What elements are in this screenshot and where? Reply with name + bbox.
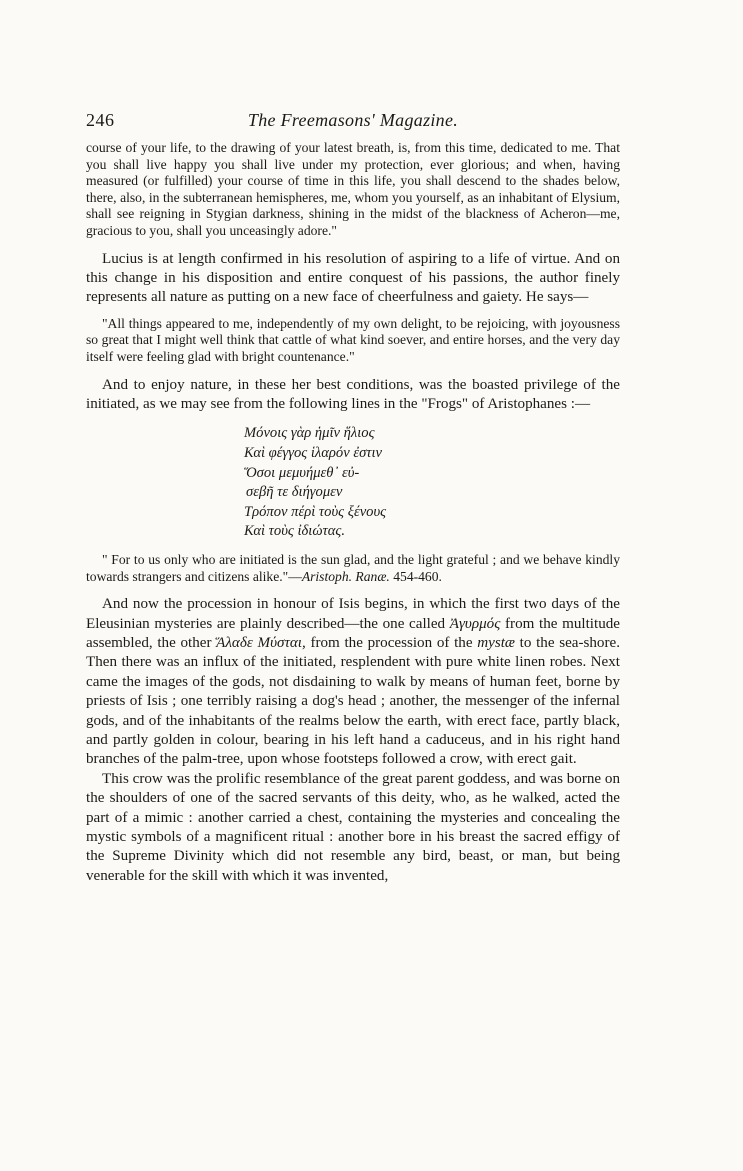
translation-lines: 454-460. [393, 568, 442, 584]
quote-translation [86, 552, 620, 585]
term-mystae: mystæ [477, 634, 515, 651]
quote-isis-speech: course of your life, to the drawing of your latest breath, is, from this time, dedicated to me. That you shall live happy you shall live under my protection, ever glorious; and when, having measured (or fulfilled) your course of time in this life, you shall descend to the shades below, there, also, in the subterranean hemispheres, me, whom you yourself, as an inhabitant of Elysium, shall see reigning in Stygian darkness, shining in the midst of the blackness of Acheron—me, gracious to you, shall you unceasingly adore." [86, 140, 620, 238]
running-title: The Freemasons' Magazine. [247, 110, 459, 130]
greek-term-halade-mystai: Ἅλαδε Μύσται, [216, 634, 306, 651]
translation-citation: Aristoph. Ranæ. [301, 568, 390, 584]
greek-verse-line: Καὶ φέγγος ἱλαρόν ἐστιν [244, 444, 383, 461]
greek-term-agyrmos: Ἀγυρμός [449, 615, 501, 632]
procession-text: to the sea-shore. Then there was an influx of the initiated, resplendent with pure white linen robes. Next came the images of the gods, not disdaining to walk by means of human feet, borne by priests of Isis ; one terribly raising a dog's head ; another, the messenger of the infernal gods, and of the inhabitants of the realms below the earth, with erect face, partly black, and partly golden in colour, bearing in his left hand a caduceus, and in his right hand branches of the palm-tree, upon whose footsteps followed a crow, with erect gait. [86, 634, 620, 768]
translation-text: " For to us only who are initiated is the sun glad, and the light grateful ; and we behave kindly towards strangers and citizens alike."— [86, 551, 620, 584]
greek-verse-line: Καὶ τοὺς ἰδιώτας. [244, 523, 345, 540]
paragraph-procession [86, 595, 620, 770]
page-header [86, 110, 620, 140]
procession-text: And now the procession in honour of Isis begins, in which the first two days of the Eleusinian mysteries are plainly described—the one called [86, 596, 620, 632]
greek-verse-line: Μόνοις γὰρ ἡμῖν ἥλιος [244, 425, 375, 442]
procession-text: from the procession of the [305, 634, 478, 651]
greek-verse [244, 424, 620, 542]
paragraph-crow: This crow was the prolific resemblance of the great parent goddess, and was borne on the shoulders of one of the sacred servants of this deity, who, as he walked, acted the part of a mimic : another carried a chest, containing the mysteries and concealing the mystic symbols of a magnificent ritual : another bore in his breast the sacred effigy of the Supreme Divinity which did not resemble any bird, beast, or man, but being venerable for the skill with which it was invented, [86, 770, 620, 884]
paragraph-lucius: Lucius is at length confirmed in his resolution of aspiring to a life of virtue. And on this change in his disposition and entire conquest of his passions, the author finely represents all nature as putting on a new face of cheerfulness and gaiety. He says— [86, 250, 620, 306]
greek-verse-line: Ὅσοι μεμυήμεθ᾽ εὐ- [244, 464, 360, 481]
paragraph-enjoy-nature: And to enjoy nature, in these her best conditions, was the boasted privilege of the initiated, as we may see from the following lines in the "Frogs" of Aristophanes :— [86, 376, 620, 412]
greek-verse-line: Τρόπον πέρὶ τοὺς ξένους [244, 503, 387, 520]
quote-all-things: "All things appeared to me, independently of my own delight, to be rejoicing, with joyousness so great that I might well think that cattle of what kind soever, and entire horses, and the very day itself were feeling glad with bright countenance." [86, 315, 620, 364]
procession-text: from the multitude assembled, the other [86, 615, 620, 651]
page-number: 246 [86, 110, 115, 130]
page [86, 110, 620, 886]
greek-verse-line: σεβῆ τε διήγομεν [246, 484, 343, 501]
